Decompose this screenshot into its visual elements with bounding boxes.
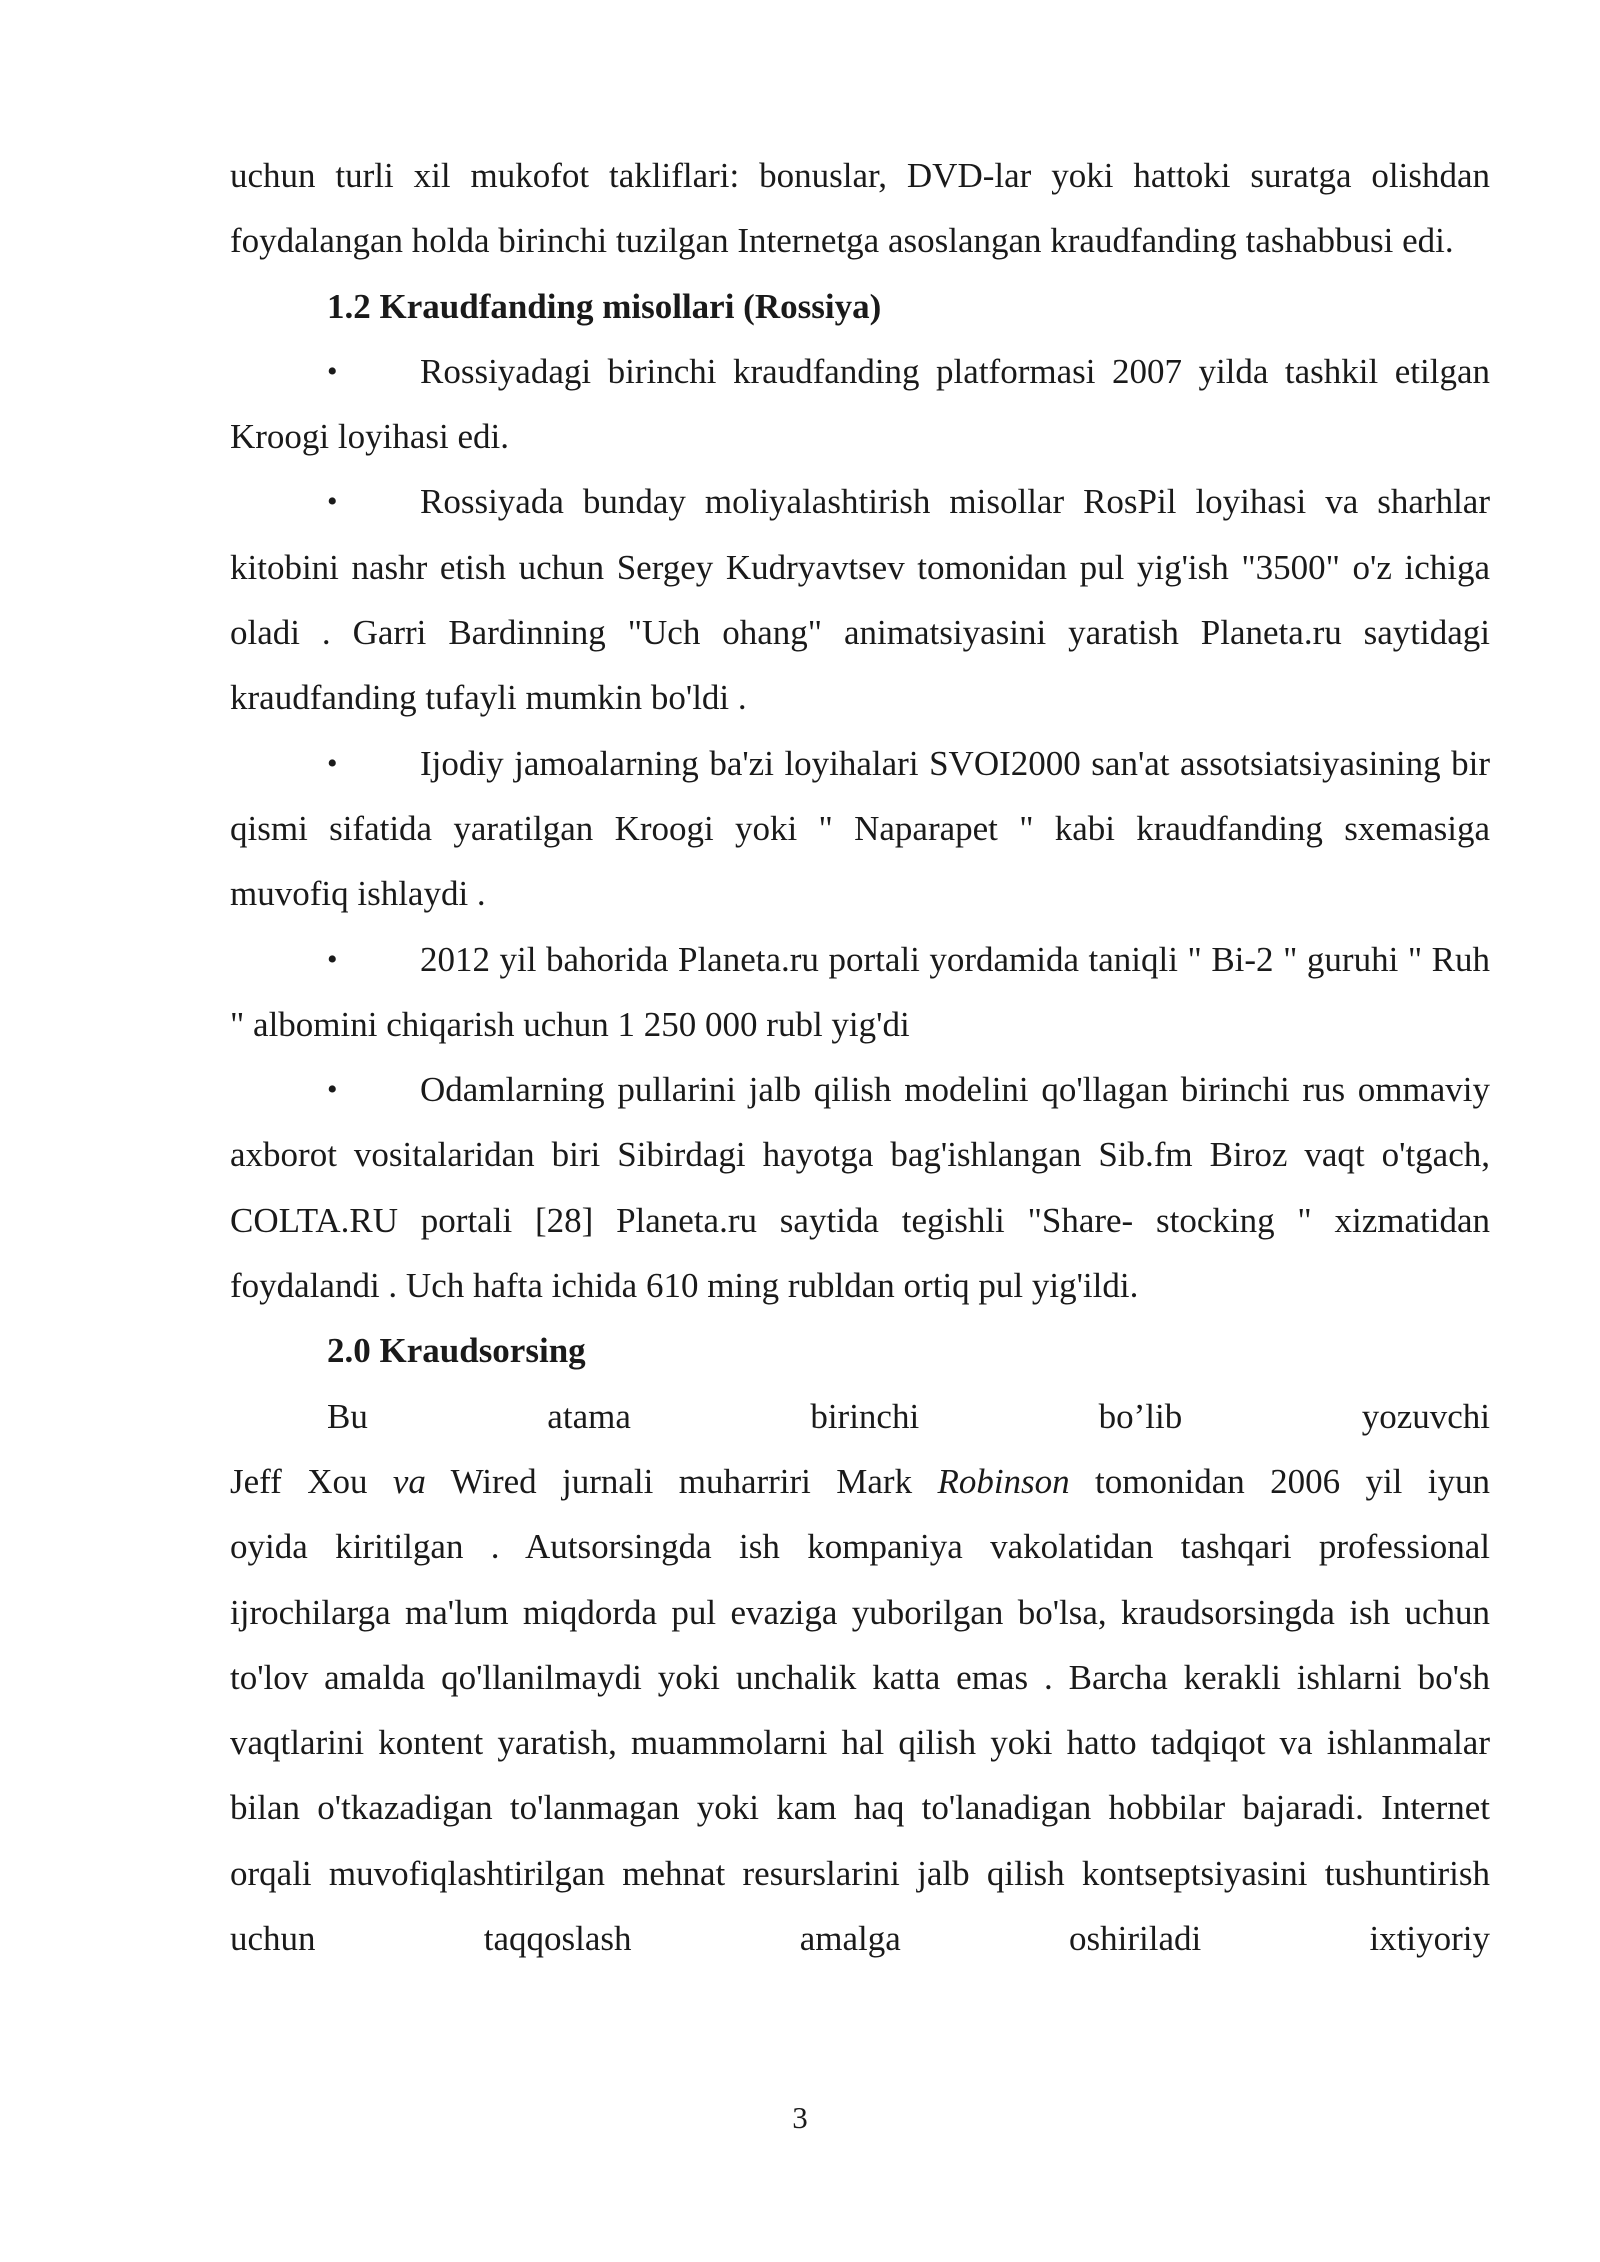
bullet-paragraph-1: [230, 339, 1490, 470]
text-run: Jeff Xou: [230, 1461, 393, 1501]
bullet-icon: •: [327, 942, 338, 976]
page-content: [230, 143, 1490, 1971]
italic-text-run: Robinson: [937, 1461, 1070, 1501]
italic-text-run: va: [392, 1461, 426, 1501]
bullet-text-5: Odamlarning pullarini jalb qilish modelini qo'llagan birinchi rus ommaviy axborot vositalaridan biri Sibirdagi hayotga bag'ishlangan Sib.fm Biroz vaqt o'tgach, COLTA.RU portali [28] Planeta.ru saytida tegishli "Share- stocking " xizmatidan foydalandi . Uch hafta ichida 610 ming rubldan ortiq pul yig'ildi.: [230, 1070, 1490, 1306]
kraudsorsing-second-line: [230, 1449, 1490, 1514]
intro-paragraph: uchun turli xil mukofot takliflari: bonuslar, DVD-lar yoki hattoki suratga olishdan foydalangan holda birinchi tuzilgan Internetga asoslangan kraudfanding tashabbusi edi.: [230, 156, 1490, 261]
bullet-icon: •: [327, 354, 338, 388]
text-run: Wired jurnali muharriri Mark: [425, 1461, 938, 1501]
bullet-text-4: 2012 yil bahorida Planeta.ru portali yordamida taniqli " Bi-2 " guruhi " Ruh " albomini chiqarish uchun 1 250 000 rubl yig'di: [230, 939, 1490, 1044]
bullet-paragraph-5: [230, 1057, 1490, 1318]
bullet-text-3: Ijodiy jamoalarning ba'zi loyihalari SVOI2000 san'at assotsiatsiyasining bir qismi sifatida yaratilgan Kroogi yoki " Naparapet " kabi kraudfanding sxemasiga muvofiq ishlaydi .: [230, 743, 1490, 914]
bullet-text-1: Rossiyadagi birinchi kraudfanding platformasi 2007 yilda tashkil etilgan Kroogi loyihasi edi.: [230, 351, 1490, 457]
bullet-icon: •: [327, 1073, 338, 1107]
bullet-paragraph-4: [230, 927, 1490, 1058]
bullet-icon: •: [327, 746, 338, 780]
section-heading-1-2: 1.2 Kraudfanding misollari (Rossiya): [327, 286, 882, 326]
page-number: 3: [792, 2100, 808, 2135]
section-heading-2-0: 2.0 Kraudsorsing: [327, 1331, 586, 1371]
bullet-icon: •: [327, 485, 338, 519]
text-run: tomonidan 2006 yil iyun: [1069, 1461, 1490, 1501]
bullet-paragraph-2: [230, 469, 1490, 730]
bullet-paragraph-3: [230, 731, 1490, 927]
bullet-text-2: Rossiyada bunday moliyalashtirish misollar RosPil loyihasi va sharhlar kitobini nashr etish uchun Sergey Kudryavtsev tomonidan pul yig'ish "3500" o'z ichiga oladi . Garri Bardinning "Uch ohang" animatsiyasini yaratish Planeta.ru saytidagi kraudfanding tufayli mumkin bo'ldi .: [230, 482, 1490, 718]
kraudsorsing-first-line: Bu atama birinchi bo’lib yozuvchi: [327, 1396, 1490, 1436]
kraudsorsing-body-paragraph: oyida kiritilgan . Autsorsingda ish kompaniya vakolatidan tashqari professional ijrochilarga ma'lum miqdorda pul evaziga yuborilgan bo'lsa, kraudsorsingda ish uchun to'lov amalda qo'llanilmaydi yoki unchalik katta emas . Barcha kerakli ishlarni bo'sh vaqtlarini kontent yaratish, muammolarni hal qilish yoki hatto tadqiqot va ishlanmalar bilan o'tkazadigan to'lanmagan yoki kam haq to'lanadigan hobbilar bajaradi. Internet orqali muvofiqlashtirilgan mehnat resurslarini jalb qilish kontseptsiyasini tushuntirish uchun taqqoslash amalga oshiriladi ixtiyoriy: [230, 1527, 1490, 1959]
